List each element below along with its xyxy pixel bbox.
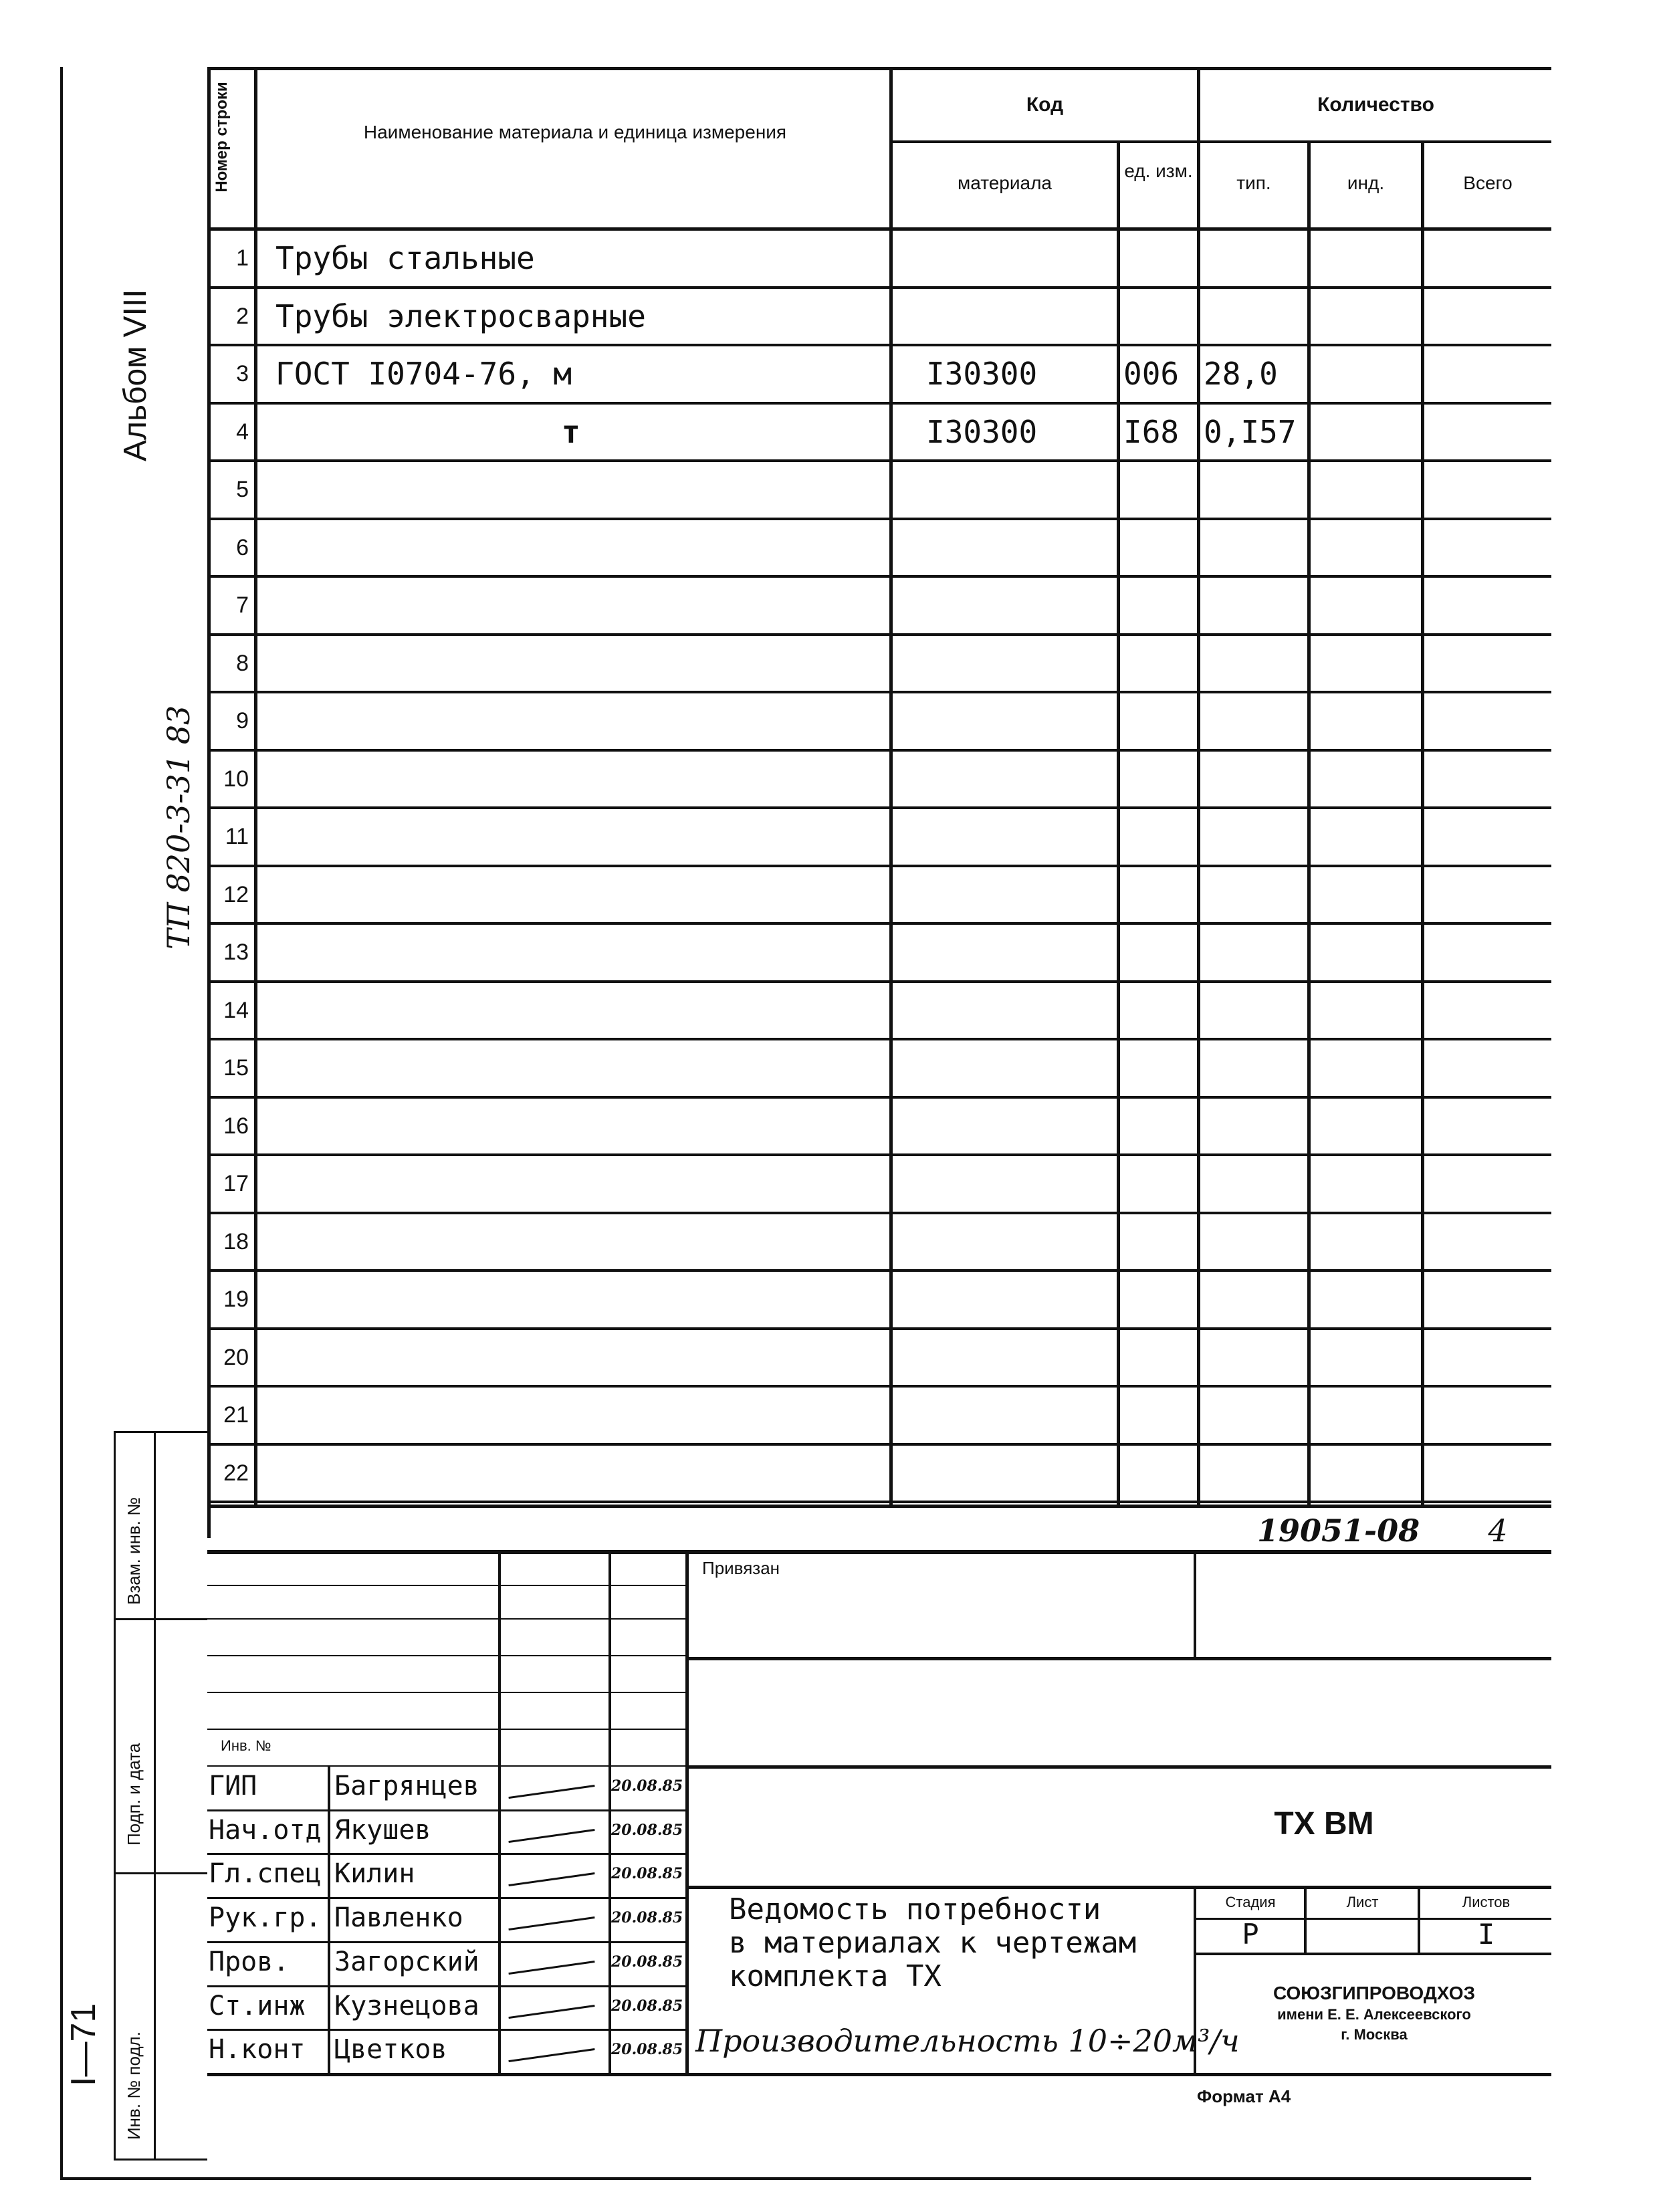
stamp-row-line — [114, 1431, 207, 1433]
tb-row — [1194, 1953, 1551, 1955]
row-line — [207, 865, 1551, 867]
bottom-frame-line — [60, 2177, 1531, 2180]
staff-role: Пров. — [209, 1947, 290, 1977]
header-code-unit: ед. изм. — [1124, 160, 1193, 181]
staff-role: ГИП — [209, 1771, 257, 1801]
staff-name: Кузнецова — [334, 1991, 479, 2021]
row-line — [207, 1153, 1551, 1156]
org-city: г. Москва — [1341, 2026, 1408, 2043]
row-line — [207, 691, 1551, 693]
tb-row — [207, 1585, 689, 1586]
row-line — [207, 286, 1551, 289]
stamp-label-sign: Подп. и дата — [124, 1743, 144, 1846]
staff-date: 20.08.85 — [611, 2041, 683, 2058]
material-code: I30300 — [926, 414, 1038, 450]
row-number: 15 — [223, 1055, 249, 1081]
staff-name: Багрянцев — [334, 1771, 479, 1801]
stamp-col-line — [114, 1431, 116, 2160]
project-number: ТП 820-3-31 83 — [160, 705, 197, 950]
sheet-label: Лист — [1346, 1894, 1379, 1910]
header-qty-total: Всего — [1463, 173, 1513, 193]
row-line — [207, 344, 1551, 346]
row-line — [207, 402, 1551, 405]
staff-name: Павленко — [334, 1902, 463, 1933]
header-code: Код — [1026, 94, 1064, 116]
row-number: 21 — [223, 1402, 249, 1428]
doc-title-line1: Ведомость потребности — [729, 1892, 1101, 1926]
staff-row-line — [207, 1853, 689, 1855]
row-number: 4 — [236, 419, 249, 445]
tb-col — [685, 1550, 689, 2073]
staff-date: 20.08.85 — [611, 1777, 683, 1795]
row-number: 12 — [223, 882, 249, 907]
staff-row-line — [207, 1897, 689, 1899]
signature-stroke — [508, 2048, 594, 2062]
tb-row — [685, 1886, 1551, 1889]
row-line — [207, 575, 1551, 578]
row-number: 19 — [223, 1287, 249, 1312]
qty-type: 28,0 — [1204, 356, 1278, 392]
row-number: 1 — [236, 245, 249, 271]
org-subtitle: имени Е. Е. Алексеевского — [1277, 2006, 1471, 2023]
binding-line — [60, 67, 63, 2180]
staff-role: Ст.инж — [209, 1991, 306, 2021]
row-line — [207, 518, 1551, 520]
header-qty-ind: инд. — [1347, 173, 1385, 193]
doc-mark: ТХ ВМ — [1274, 1806, 1374, 1842]
row-line — [207, 1385, 1551, 1388]
stamp-col-line — [154, 1431, 156, 2160]
signature-stroke — [508, 1829, 594, 1843]
row-line — [207, 633, 1551, 636]
tb-col — [609, 1550, 611, 2073]
staff-role: Нач.отд — [209, 1815, 322, 1846]
row-number: 10 — [223, 766, 249, 792]
bound-label: Привязан — [702, 1558, 780, 1578]
header-qty-type: тип. — [1236, 173, 1271, 193]
sheets-value: I — [1477, 1918, 1495, 1951]
staff-role: Гл.спец — [209, 1858, 322, 1889]
staff-row-line — [207, 1941, 689, 1943]
staff-date: 20.08.85 — [611, 1997, 683, 2015]
staff-row-line — [207, 2029, 689, 2031]
row-line — [207, 980, 1551, 983]
row-line — [207, 1269, 1551, 1272]
stamp-label-inv: Инв. № подл. — [124, 2031, 144, 2140]
inv-label: Инв. № — [221, 1737, 271, 1754]
staff-name: Килин — [334, 1858, 415, 1889]
row-number: 22 — [223, 1460, 249, 1486]
tb-row — [207, 1655, 689, 1656]
tb-col — [328, 1765, 330, 2073]
row-line — [207, 922, 1551, 925]
row-number: 16 — [223, 1113, 249, 1139]
tb-col — [498, 1550, 501, 2073]
row-line — [207, 1038, 1551, 1040]
row-number: 3 — [236, 361, 249, 386]
sheets-label: Листов — [1462, 1894, 1511, 1910]
doc-page: 4 — [1488, 1513, 1508, 1549]
material-name: Трубы электросварные — [275, 298, 646, 334]
tb-row — [207, 1765, 689, 1767]
header-code-material: материала — [958, 173, 1052, 193]
stamp-row-line — [114, 1618, 207, 1620]
tb-row — [207, 1692, 689, 1693]
sheet-code: I—71 — [64, 2003, 103, 2086]
format-label: Формат А4 — [1197, 2086, 1291, 2106]
staff-row-line — [207, 1985, 689, 1987]
staff-date: 20.08.85 — [611, 1865, 683, 1882]
row-line — [207, 1096, 1551, 1099]
col-line-material — [889, 67, 893, 1505]
material-name: Трубы стальные — [275, 240, 535, 276]
signature-stroke — [508, 1785, 594, 1799]
tb-col — [1194, 1550, 1196, 1657]
doc-number: 19051-08 — [1257, 1513, 1420, 1549]
signature-stroke — [508, 1961, 594, 1975]
material-name: ГОСТ I0704-76, м — [275, 356, 572, 392]
signature-stroke — [508, 1872, 594, 1886]
stamp-row-line — [114, 2159, 207, 2161]
staff-name: Якушев — [334, 1815, 431, 1846]
unit-code: I68 — [1123, 414, 1180, 450]
row-number: 5 — [236, 477, 249, 502]
row-line — [207, 749, 1551, 752]
album-label: Альбом VIII — [118, 289, 153, 461]
tb-row — [685, 1765, 1551, 1769]
capacity-note: Производительность 10÷20м³/ч — [695, 2023, 1240, 2059]
stamp-row-line — [114, 1872, 207, 1874]
row-line — [207, 1327, 1551, 1330]
stage-label: Стадия — [1225, 1894, 1276, 1910]
staff-row-line — [207, 1809, 689, 1811]
tb-row — [207, 1729, 689, 1730]
col-line-num — [254, 67, 257, 1505]
col-line-qty — [1197, 67, 1200, 1505]
doc-title-line2: в материалах к чертежам — [729, 1926, 1137, 1960]
row-number: 20 — [223, 1345, 249, 1370]
material-name: т — [562, 414, 580, 450]
signature-stroke — [508, 1916, 594, 1930]
row-number: 8 — [236, 651, 249, 676]
row-line — [207, 1212, 1551, 1214]
table-top-line — [207, 67, 1551, 70]
row-number: 6 — [236, 535, 249, 560]
doc-title-line3: комплекта ТХ — [729, 1959, 942, 1993]
staff-name: Загорский — [334, 1947, 479, 1977]
header-name: Наименование материала и единица измерения — [363, 122, 787, 142]
row-line — [207, 1443, 1551, 1446]
row-line — [207, 459, 1551, 462]
tb-row — [685, 1657, 1551, 1660]
staff-role: Рук.гр. — [209, 1902, 322, 1933]
tb-line — [207, 1505, 1551, 1508]
staff-date: 20.08.85 — [611, 1909, 683, 1926]
material-code: I30300 — [926, 356, 1038, 392]
staff-role: Н.конт — [209, 2034, 306, 2065]
row-number: 17 — [223, 1171, 249, 1196]
header-quantity: Количество — [1317, 94, 1434, 116]
row-number: 11 — [225, 824, 249, 849]
tb-line — [207, 1550, 1551, 1554]
stamp-label-replace: Взам. инв. № — [124, 1497, 144, 1605]
row-number: 2 — [236, 304, 249, 329]
tb-row — [207, 2073, 1551, 2076]
row-number: 14 — [223, 998, 249, 1023]
unit-code: 006 — [1123, 356, 1180, 392]
row-number: 13 — [223, 939, 249, 965]
row-number: 18 — [223, 1229, 249, 1254]
row-number: 9 — [236, 708, 249, 734]
header-row-number: Номер строки — [213, 82, 231, 193]
signature-stroke — [508, 2005, 594, 2019]
row-number: 7 — [236, 592, 249, 618]
header-bottom-line — [207, 227, 1551, 231]
stage-value: Р — [1242, 1918, 1259, 1951]
row-line — [207, 806, 1551, 809]
staff-name: Цветков — [334, 2034, 447, 2065]
staff-date: 20.08.85 — [611, 1821, 683, 1839]
header-mid-line — [889, 140, 1551, 143]
org-name: СОЮЗГИПРОВОДХОЗ — [1273, 1983, 1476, 2003]
tb-row — [207, 1618, 689, 1620]
staff-date: 20.08.85 — [611, 1953, 683, 1971]
qty-type: 0,I57 — [1204, 414, 1297, 450]
row-line — [207, 1501, 1551, 1503]
